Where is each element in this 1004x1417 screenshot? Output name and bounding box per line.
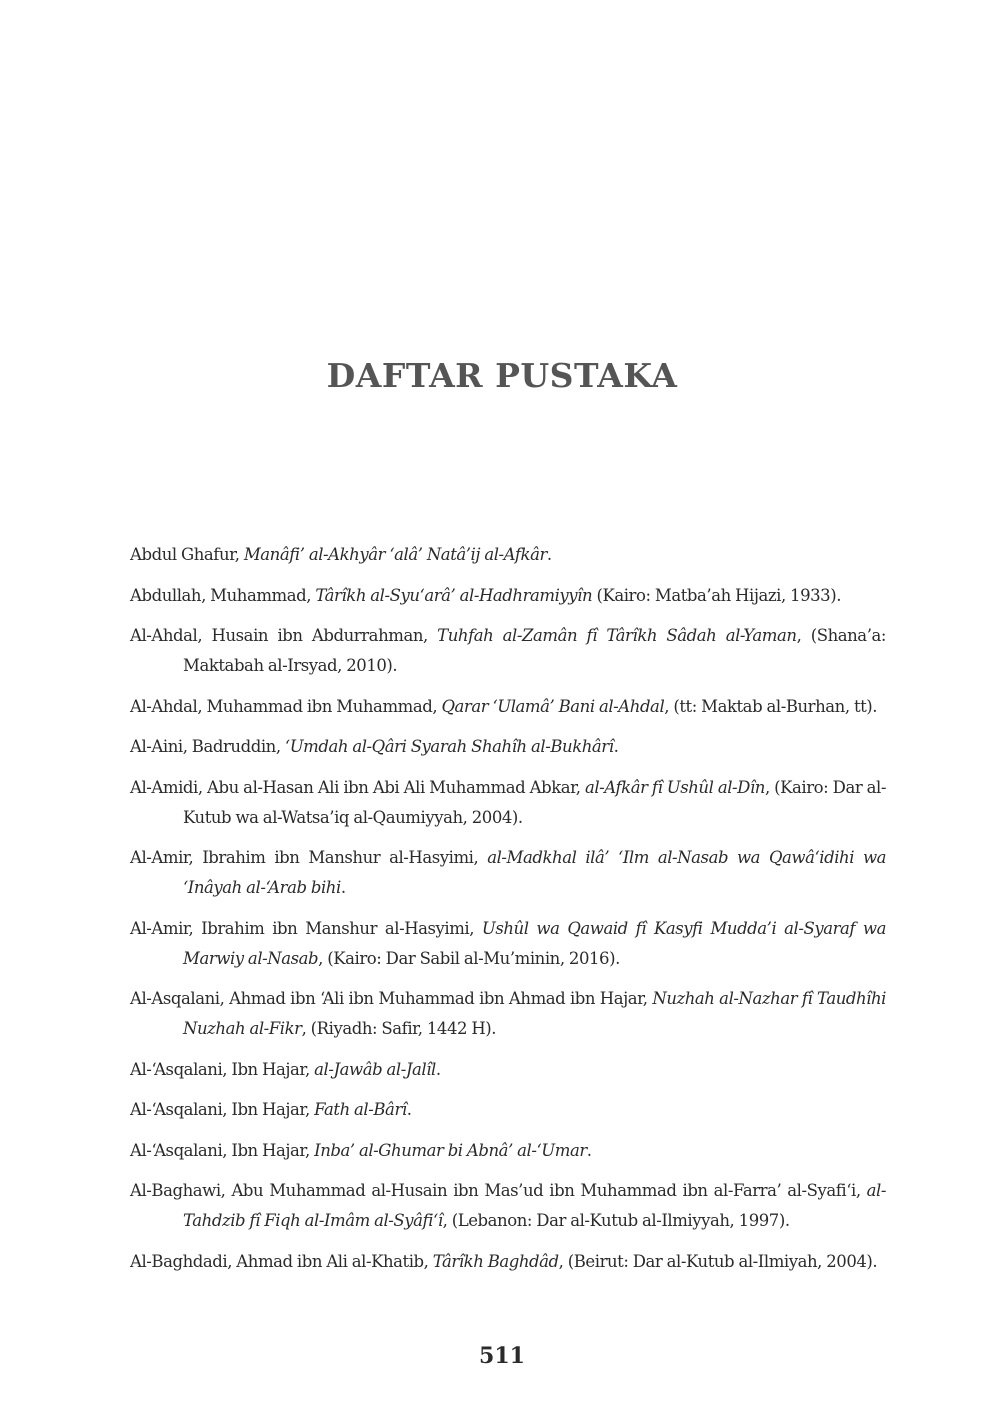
entry-title: Nuzhah al-Nazhar fî Taudhîhi Nuzhah al-Fikr (183, 989, 887, 1038)
entry-author: Al-Amir, Ibrahim ibn Manshur al-Hasyimi, (130, 918, 482, 938)
entry-title: Ushûl wa Qawaid fî Kasyfi Mudda’i al-Syaraf wa Marwiy al-Nasab (183, 918, 886, 968)
bibliography-entry (130, 1055, 886, 1085)
bibliography-entry (130, 621, 886, 681)
bibliography-entry (130, 1095, 886, 1125)
entry-author: Al-Ahdal, Husain ibn Abdurrahman, (130, 626, 438, 645)
entry-publication: , (Kairo: Dar Sabil al-Mu’minin, 2016). (318, 948, 620, 968)
entry-title: Tuhfah al-Zamân fî Târîkh Sâdah al-Yaman (437, 626, 797, 645)
entry-title: Târîkh al-Syu‘arâ’ al-Hadhramiyyîn (315, 585, 593, 605)
entry-title: Qarar ‘Ulamâ’ Bani al-Ahdal (441, 696, 665, 716)
entry-publication: , (Beirut: Dar al-Kutub al-Ilmiyah, 2004). (558, 1251, 878, 1271)
bibliography-entry (130, 984, 886, 1044)
entry-title: ‘Umdah al-Qâri Syarah Shahîh al-Bukhârî (284, 737, 614, 756)
bibliography-entry (130, 914, 886, 974)
entry-publication: . (546, 545, 552, 564)
entry-publication: , (Kairo: Dar al-Kutub wa al-Watsa’iq al-Qaumiyyah, 2004). (183, 777, 886, 827)
entry-title: Târîkh Baghdâd (432, 1251, 559, 1271)
entry-publication: , (Lebanon: Dar al-Kutub al-Ilmiyyah, 1997). (442, 1211, 790, 1230)
bibliography-entry (130, 540, 886, 570)
entry-publication: , (Shana’a: Maktabah al-Irsyad, 2010). (183, 626, 886, 675)
entry-title: al-Jawâb al-Jalîl (314, 1059, 436, 1079)
entry-publication: (Kairo: Matba’ah Hijazi, 1933). (592, 585, 842, 605)
entry-title: al-Madkhal ilâ’ ‘Ilm al-Nasab wa Qawâ‘idihi wa ‘Inâyah al-‘Arab bihi (183, 848, 886, 897)
entry-author: Al-Baghawi, Abu Muhammad al-Husain ibn Mas’ud ibn Muhammad ibn al-Farra’ al-Syafi‘i, (130, 1181, 867, 1200)
bibliography-entry (130, 773, 886, 833)
page-number: 511 (479, 1343, 525, 1369)
bibliography-entry (130, 1247, 886, 1277)
bibliography-list (130, 540, 886, 1287)
bibliography-entry (130, 581, 886, 611)
entry-author: Al-Amir, Ibrahim ibn Manshur al-Hasyimi, (130, 848, 488, 867)
entry-title: Inba’ al-Ghumar bi Abnâ’ al-‘Umar (314, 1140, 587, 1160)
entry-author: Abdullah, Muhammad, (130, 585, 316, 605)
entry-publication: , (tt: Maktab al-Burhan, tt). (664, 696, 878, 716)
entry-author: Al-‘Asqalani, Ibn Hajar, (130, 1100, 315, 1119)
entry-title: Manâfi’ al-Akhyâr ‘alâ’ Natâ’ij al-Afkâr (243, 545, 547, 564)
entry-author: Al-Aini, Badruddin, (130, 737, 285, 756)
bibliography-entry (130, 1136, 886, 1166)
entry-author: Abdul Ghafur, (130, 545, 244, 564)
entry-author: Al-Asqalani, Ahmad ibn ‘Ali ibn Muhammad ibn Ahmad ibn Hajar, (130, 989, 653, 1008)
entry-author: Al-‘Asqalani, Ibn Hajar, (130, 1140, 315, 1160)
entry-author: Al-Baghdadi, Ahmad ibn Ali al-Khatib, (130, 1251, 433, 1271)
entry-publication: . (406, 1100, 412, 1119)
bibliography-entry (130, 732, 886, 762)
entry-title: al-Afkâr fî Ushûl al-Dîn (584, 777, 765, 797)
entry-author: Al-Amidi, Abu al-Hasan Ali ibn Abi Ali Muhammad Abkar, (130, 777, 585, 797)
entry-author: Al-Ahdal, Muhammad ibn Muhammad, (130, 696, 442, 716)
entry-publication: . (586, 1140, 592, 1160)
bibliography-entry (130, 843, 886, 903)
entry-publication: . (435, 1059, 441, 1079)
entry-publication: , (Riyadh: Safir, 1442 H). (301, 1019, 497, 1038)
entry-publication: . (340, 878, 346, 897)
bibliography-entry (130, 692, 886, 722)
entry-author: Al-‘Asqalani, Ibn Hajar, (130, 1059, 315, 1079)
entry-publication: . (613, 737, 619, 756)
entry-title: al-Tahdzib fî Fiqh al-Imâm al-Syâfi‘î (183, 1181, 886, 1230)
bibliography-entry (130, 1176, 886, 1236)
page-title: DAFTAR PUSTAKA (326, 356, 678, 395)
entry-title: Fath al-Bârî (314, 1100, 407, 1119)
